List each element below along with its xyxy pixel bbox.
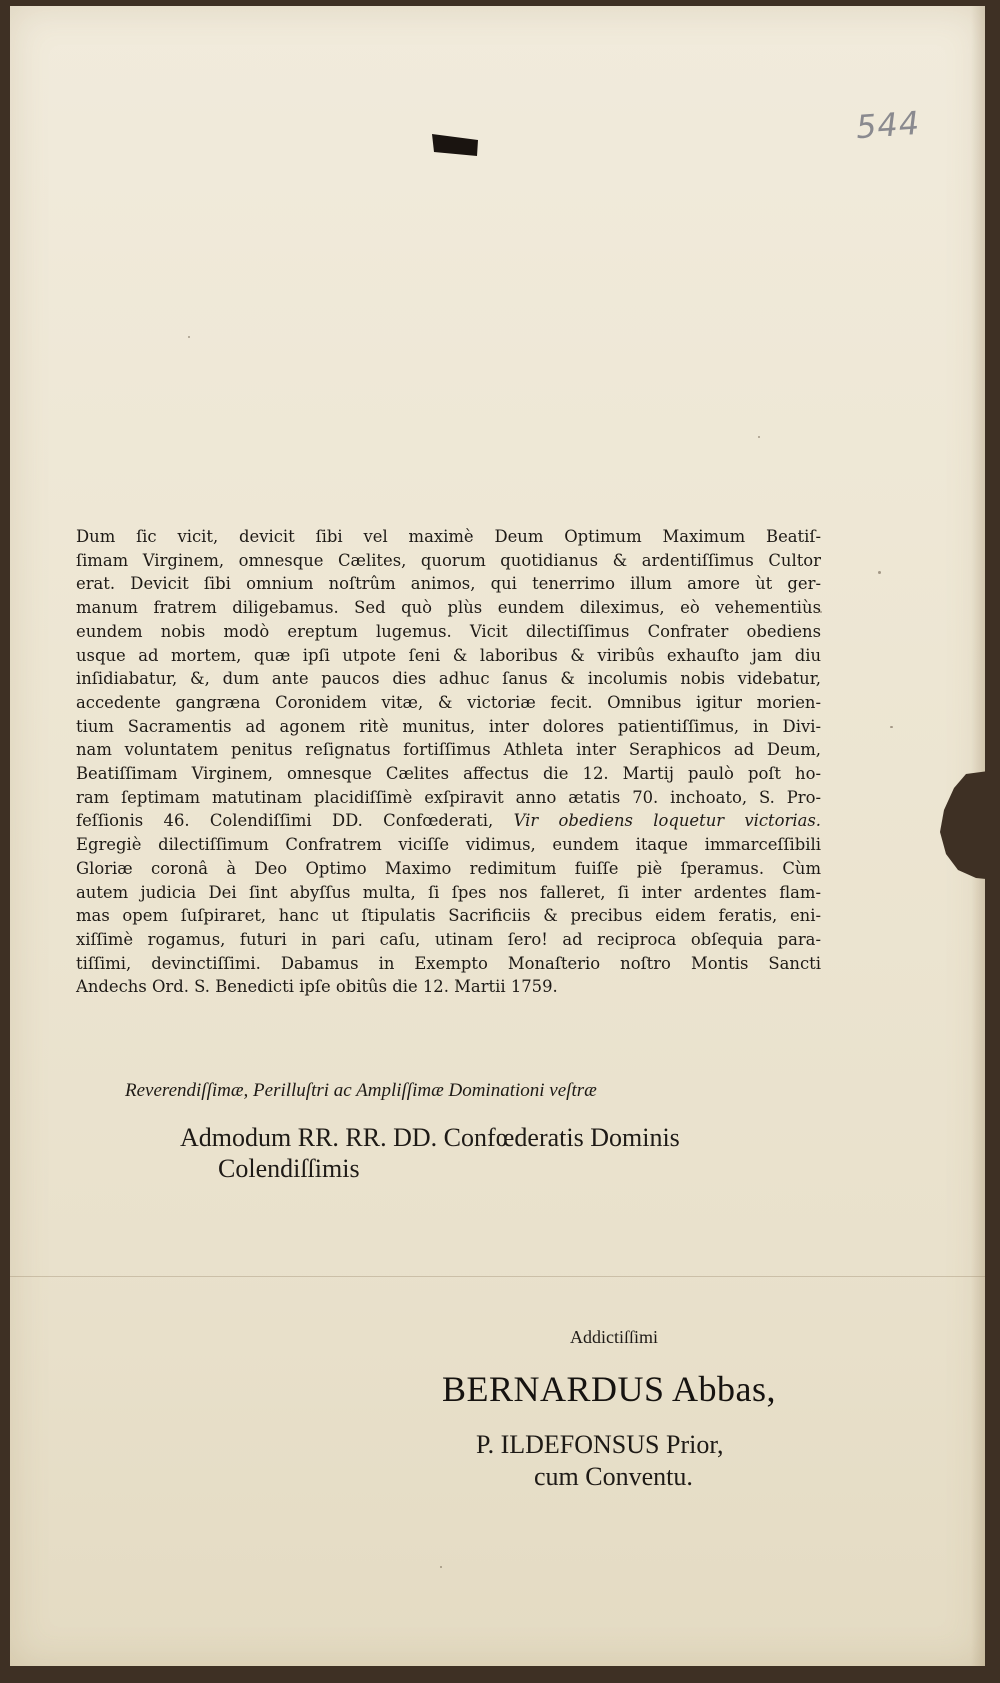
body-line: Andechs Ord. S. Benedicti ipſe obitûs die 12. Martii 1759. [76, 977, 558, 997]
body-line: nam voluntatem penitus reſignatus fortiſſimus Athleta inter Seraphicos ad Deum, [76, 740, 821, 760]
body-line: autem judicia Dei ſint abyſſus multa, ſi ſpes nos falleret, ſi inter ardentes flam- [76, 882, 821, 902]
punch-hole-mark [430, 130, 480, 160]
addressee-line: Colendiſſimis [218, 1154, 360, 1183]
body-line: Egregiè dilectiſſimum Confratrem viciſſe vidimus, eundem itaque immarceſſibili [76, 835, 821, 855]
body-line: Dum ſic vicit, devicit ſibi vel maximè Deum Optimum Maximum Beatiſ- [76, 527, 821, 546]
body-line: Gloriæ coronâ à Deo Optimo Maximo redimitum fuiſſe piè ſperamus. Cùm [76, 858, 821, 878]
signer-prior: P. ILDEFONSUS Prior, [476, 1430, 724, 1459]
body-line: manum fratrem diligebamus. Sed quò plùs eundem dileximus, eò vehementiùs [76, 598, 821, 618]
paper-sheet [10, 6, 985, 1666]
letter-body [76, 525, 821, 999]
fold-crease [10, 1276, 985, 1277]
addressee [180, 1122, 680, 1184]
body-line: usque ad mortem, quæ ipſi utpote ſeni & laboribus & viribûs exhauſto jam diu [76, 645, 821, 665]
signer-abbot: BERNARDUS Abbas, [442, 1369, 777, 1409]
torn-edge [936, 770, 996, 880]
body-line-with-quote [76, 809, 821, 833]
body-line: accedente gangræna Coronidem vitæ, & victoriæ fecit. Omnibus igitur morien- [76, 692, 821, 712]
signer-convent: cum Conventu. [534, 1462, 693, 1491]
body-line: feſſionis 46. Colendiſſimi DD. Confœderati, [76, 811, 494, 831]
body-line: erat. Devicit ſibi omnium noſtrûm animos, qui tenerrimo illum amore ùt ger- [76, 574, 821, 594]
salutation: Reverendiſſimæ, Perilluſtri ac Ampliſſimæ Dominationi veſtræ [125, 1080, 597, 1101]
italic-quote: Vir obediens loquetur victorias. [513, 811, 821, 831]
body-line: ram ſeptimam matutinam placidiſſimè exſpiravit anno ætatis 70. inchoato, S. Pro- [76, 787, 821, 807]
folio-number: 544 [854, 103, 922, 147]
body-line: ſimam Virginem, omnesque Cælites, quorum quotidianus & ardentiſſimus Cultor [76, 550, 821, 570]
body-line: inſidiabatur, &, dum ante paucos dies adhuc ſanus & incolumis nobis videbatur, [76, 669, 821, 689]
addressee-line: Admodum RR. RR. DD. Confœderatis Dominis [180, 1123, 680, 1152]
body-line: tium Sacramentis ad agonem ritè munitus, inter dolores patientiſſimus, in Divi- [76, 716, 821, 736]
body-line: Beatiſſimam Virginem, omnesque Cælites affectus die 12. Martij paulò poſt ho- [76, 764, 821, 784]
body-line: xiſſimè rogamus, futuri in pari caſu, utinam ſero! ad reciproca obſequia para- [76, 929, 821, 949]
signoff: Addictiſſimi [570, 1327, 658, 1347]
body-line: eundem nobis modò ereptum lugemus. Vicit dilectiſſimus Confrater obediens [76, 621, 821, 641]
body-line: tiſſimi, devinctiſſimi. Dabamus in Exempto Monaſterio noſtro Montis Sancti [76, 953, 821, 973]
body-line: mas opem ſuſpiraret, hanc ut ſtipulatis Sacrificiis & precibus eidem feratis, eni- [76, 906, 821, 926]
